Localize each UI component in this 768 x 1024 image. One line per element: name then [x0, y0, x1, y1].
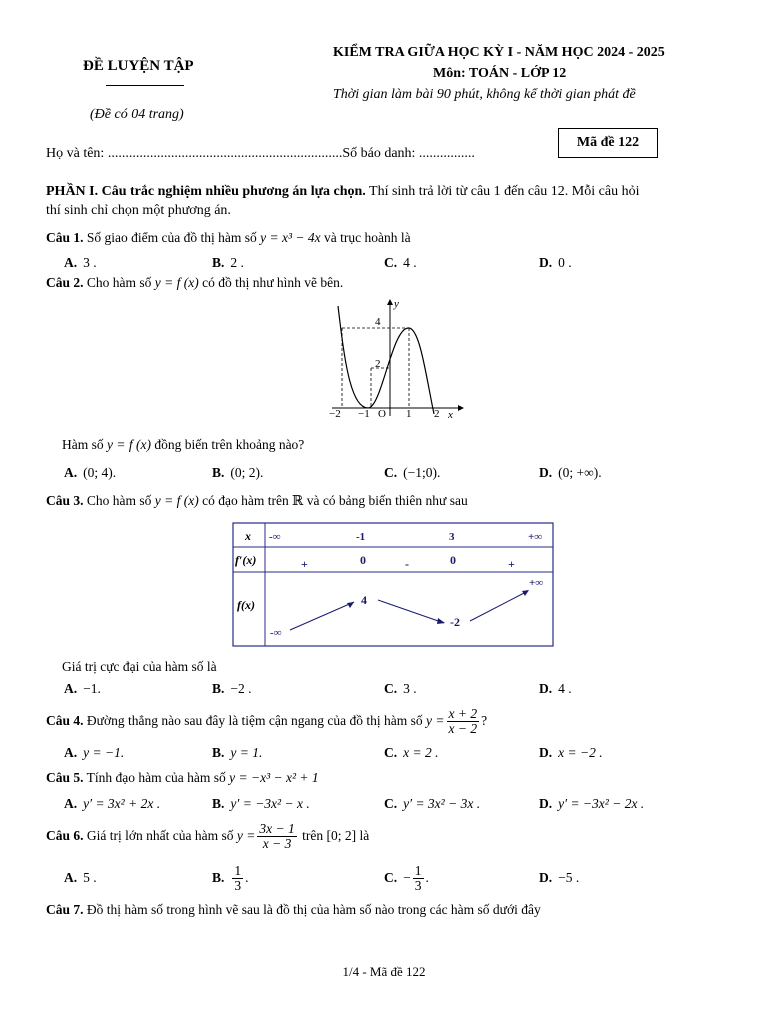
part1-intro: Thí sinh trả lời từ câu 1 đến câu 12. Mỗi câu hỏi: [365, 184, 640, 199]
q2-option-d[interactable]: D. (0; +∞).: [539, 465, 602, 480]
q6-option-b[interactable]: B. $\frac{1}{3}$ .: [212, 863, 249, 894]
x-axis-label: x: [448, 409, 453, 421]
y-axis-label: y: [394, 298, 399, 310]
x-axis-arrow: [458, 405, 464, 411]
question-label: Câu 5.: [46, 770, 84, 785]
question-6: Câu 6. Giá trị lớn nhất của hàm số y = $\frac{3x - 1}{x - 3}$ trên [0; 2] là: [46, 821, 370, 852]
q4-option-b[interactable]: B. y = 1.: [212, 745, 263, 760]
question-label: Câu 7.: [46, 902, 84, 917]
sign: 0: [360, 553, 366, 567]
tick-label-4: 4: [375, 316, 381, 328]
math-expression: y = x³ − 4x: [260, 230, 321, 245]
y-axis-arrow: [387, 299, 393, 305]
question-3: Câu 3. Cho hàm số y = f (x) có đạo hàm trên ℝ và có bảng biến thiên như sau: [46, 493, 468, 508]
title-underline: [106, 85, 184, 86]
name-field-label: Họ và tên: ...................................................................: [46, 146, 343, 161]
f-value: 4: [361, 593, 367, 607]
question-text: Cho hàm số: [83, 275, 155, 290]
q5-option-b[interactable]: B. y′ = −3x² − x .: [212, 796, 310, 811]
tick-label-minus2: −2: [329, 408, 341, 420]
tick-label-minus1: −1: [358, 408, 370, 420]
q1-option-c[interactable]: C. 4 .: [384, 255, 417, 270]
sign: +: [508, 557, 515, 571]
x-value: -1: [356, 531, 366, 543]
id-field-label: Số báo danh: ................: [342, 146, 475, 161]
question-2: [46, 275, 343, 291]
sign: -: [405, 557, 409, 571]
f-value: -∞: [270, 627, 282, 639]
tick-label-2: 2: [375, 358, 381, 370]
q2-option-a[interactable]: A. (0; 4).: [64, 465, 117, 480]
q3-option-c[interactable]: C. 3 .: [384, 681, 417, 696]
question-label: Câu 3.: [46, 493, 84, 508]
q6-option-d[interactable]: D. −5 .: [539, 870, 580, 885]
function-graph: [320, 296, 465, 421]
question-text: và trục hoành là: [320, 230, 411, 245]
decrease-arrow: [378, 600, 444, 623]
subject: Môn: TOÁN - LỚP 12: [433, 66, 567, 81]
name-line: [46, 146, 475, 162]
exam-title: KIỂM TRA GIỮA HỌC KỲ I - NĂM HỌC 2024 - 2025: [333, 45, 665, 60]
x-row-label: x: [245, 529, 251, 543]
q5-option-c[interactable]: C. y′ = 3x² − 3x .: [384, 796, 481, 811]
part1-intro-2: thí sinh chỉ chọn một phương án.: [46, 203, 231, 218]
question-5: Câu 5. Tính đạo hàm của hàm số y = −x³ − x² + 1: [46, 770, 319, 785]
f-value: -2: [450, 615, 460, 629]
tick-label-1: 1: [406, 408, 412, 420]
variation-table: [232, 522, 555, 648]
origin-label: O: [378, 408, 386, 420]
q3-option-a[interactable]: A. −1.: [64, 681, 101, 696]
q5-option-a[interactable]: A. y′ = 3x² + 2x .: [64, 796, 161, 811]
interval: [0; 2]: [326, 828, 357, 843]
question-label: Câu 1.: [46, 230, 84, 245]
page-footer: 1/4 - Mã đề 122: [342, 964, 426, 979]
q6-option-a[interactable]: A. 5 .: [64, 870, 97, 885]
question-label: Câu 4.: [46, 713, 84, 728]
math-expression: y = f (x): [154, 275, 199, 290]
tick-label-2-x: 2: [434, 408, 440, 420]
q5-option-d[interactable]: D. y′ = −3x² − 2x .: [539, 796, 645, 811]
question-label: Câu 2.: [46, 275, 84, 290]
time-note: Thời gian làm bài 90 phút, không kể thời gian phát đề: [333, 87, 636, 102]
question-1: [46, 230, 411, 246]
q2-option-c[interactable]: C. (−1;0).: [384, 465, 441, 480]
left-title: ĐỀ LUYỆN TẬP: [83, 58, 194, 74]
fraction: $\frac{x + 2}{x - 2}$: [448, 706, 478, 737]
sign: +: [301, 557, 308, 571]
q3-option-d[interactable]: D. 4 .: [539, 681, 572, 696]
fraction: $\frac{3x - 1}{x - 3}$: [259, 821, 295, 852]
x-value: 3: [449, 531, 455, 543]
exam-code-box: Mã đề 122: [558, 128, 658, 158]
question-text: có đồ thị như hình vẽ bên.: [198, 275, 344, 290]
question-7: Câu 7. Đồ thị hàm số trong hình vẽ sau là đồ thị của hàm số nào trong các hàm số dưới đây: [46, 902, 541, 917]
q4-option-c[interactable]: C. x = 2 .: [384, 745, 439, 760]
part1-heading: [46, 184, 639, 200]
fprime-row-label: f′(x): [235, 553, 257, 567]
function-curve: [338, 306, 434, 414]
q6-option-c[interactable]: C. − $\frac{1}{3}$ .: [384, 863, 429, 894]
x-value: +∞: [528, 531, 543, 543]
question-text: Số giao điểm của đồ thị hàm số: [83, 230, 261, 245]
f-row-label: f(x): [237, 598, 255, 612]
question-4: Câu 4. Đường thẳng nào sau đây là tiệm cận ngang của đồ thị hàm số y = $\frac{x + 2}{x - 2}$ ?: [46, 706, 488, 737]
x-value: -∞: [269, 531, 281, 543]
increase-arrow: [470, 591, 528, 621]
question-label: Câu 6.: [46, 828, 84, 843]
q4-option-a[interactable]: A. y = −1.: [64, 745, 125, 760]
f-value: +∞: [529, 577, 544, 589]
q3-option-b[interactable]: B. −2 .: [212, 681, 252, 696]
sign: 0: [450, 553, 456, 567]
q1-option-a[interactable]: A. 3 .: [64, 255, 97, 270]
pages-note: (Đề có 04 trang): [90, 107, 184, 122]
increase-arrow: [290, 602, 354, 630]
real-numbers-symbol: ℝ: [292, 493, 304, 508]
q2-option-b[interactable]: B. (0; 2).: [212, 465, 264, 480]
q3-question: Giá trị cực đại của hàm số là: [62, 659, 217, 674]
q1-option-d[interactable]: D. 0 .: [539, 255, 572, 270]
q2-question: Hàm số y = f (x) đồng biến trên khoảng nào?: [62, 437, 305, 452]
q4-option-d[interactable]: D. x = −2 .: [539, 745, 603, 760]
q1-option-b[interactable]: B. 2 .: [212, 255, 244, 270]
part1-title: PHẦN I. Câu trắc nghiệm nhiều phương án lựa chọn.: [46, 184, 366, 199]
